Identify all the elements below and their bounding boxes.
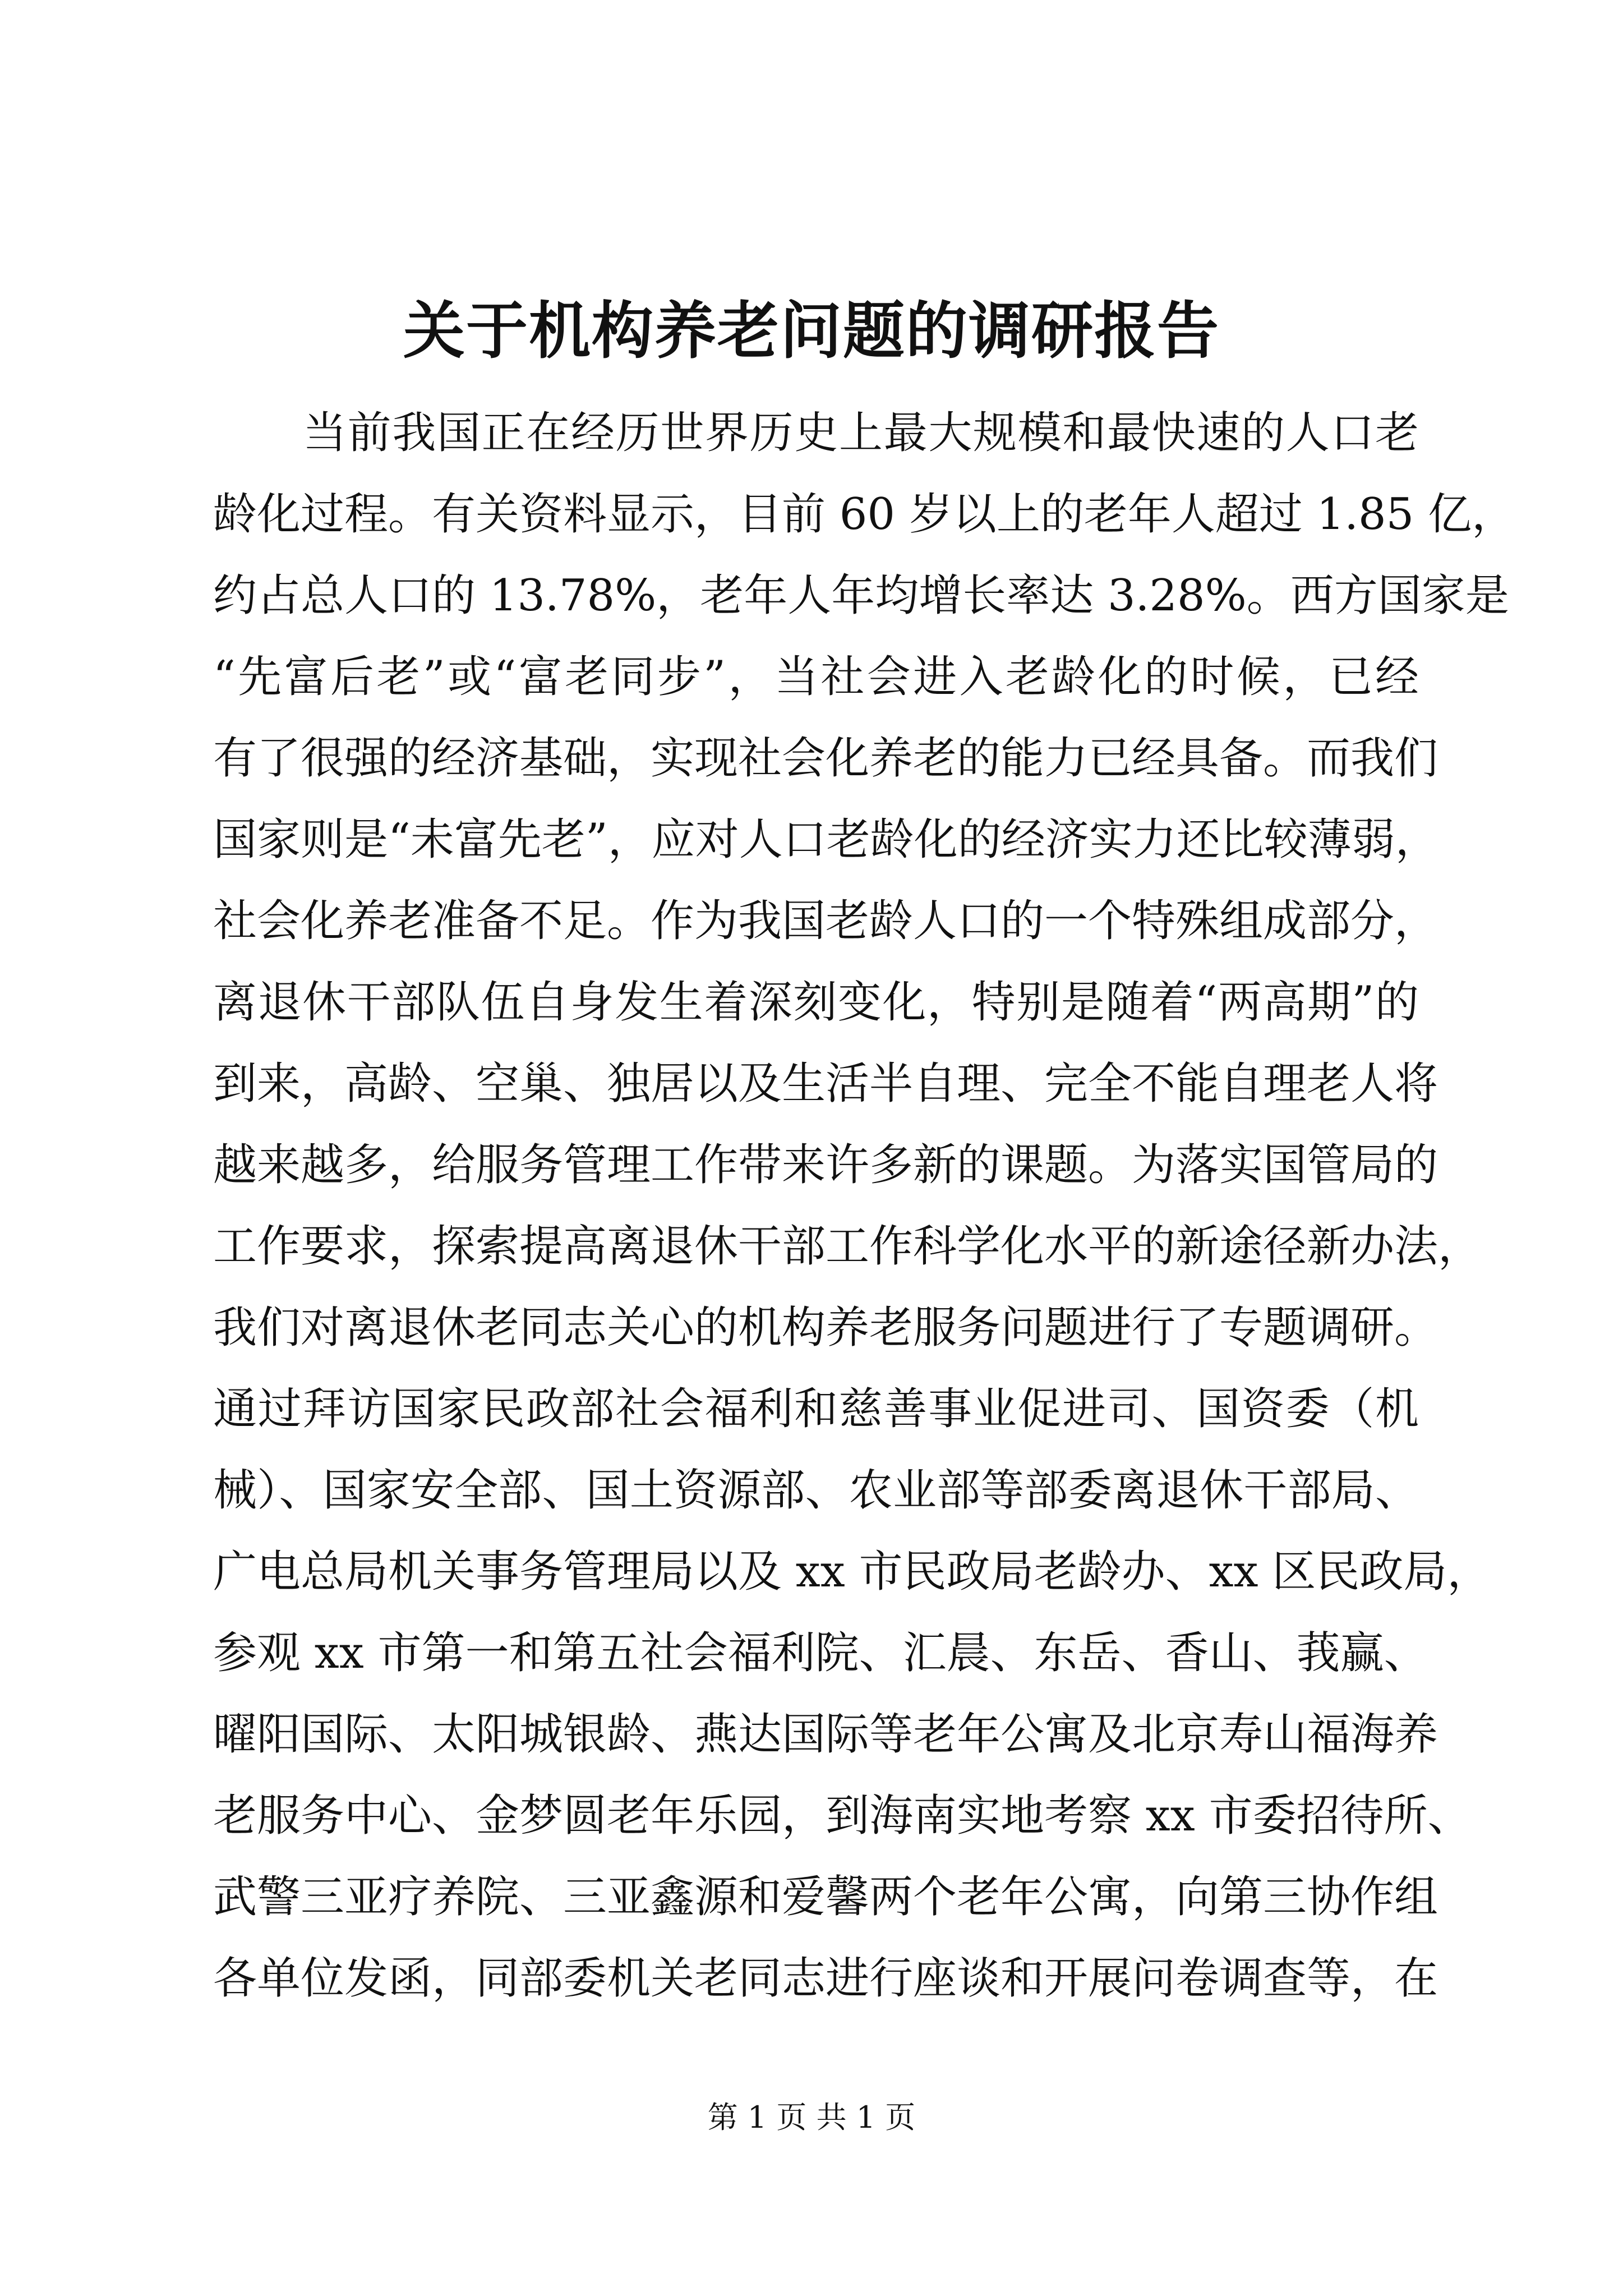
page-footer: 第 1 页 共 1 页 — [707, 2100, 916, 2135]
text-line-6: 国家则是“未富先老”，应对人口老龄化的经济实力还比较薄弱， — [213, 815, 1439, 865]
text-line-19: 武警三亚疗养院、三亚鑫源和爱馨两个老年公寓，向第三协作组 — [213, 1872, 1438, 1922]
text-line-9: 到来，高龄、空巢、独居以及生活半自理、完全不能自理老人将 — [213, 1059, 1438, 1109]
text-line-17: 曜阳国际、太阳城银龄、燕达国际等老年公寓及北京寿山福海养 — [213, 1709, 1438, 1760]
text-line-2: 龄化过程。有关资料显示，目前 60 岁以上的老年人超过 1.85 亿， — [213, 489, 1516, 540]
text-line-18: 老服务中心、金梦圆老年乐园，到海南实地考察 xx 市委招待所、 — [213, 1791, 1472, 1841]
text-line-5: 有了很强的经济基础，实现社会化养老的能力已经具备。而我们 — [213, 733, 1438, 784]
document-title: 关于机构养老问题的调研报告 — [403, 295, 1220, 367]
text-line-7: 社会化养老准备不足。作为我国老龄人口的一个特殊组成部分， — [213, 896, 1438, 946]
text-line-3: 约占总人口的 13.78%，老年人年均增长率达 3.28%。西方国家是 — [213, 570, 1509, 621]
text-line-8: 离退休干部队伍自身发生着深刻变化，特别是随着“两高期”的 — [213, 977, 1419, 1028]
text-line-12: 我们对离退休老同志关心的机构养老服务问题进行了专题调研。 — [213, 1303, 1438, 1353]
body-text — [213, 393, 1516, 2019]
text-line-1: 当前我国正在经历世界历史上最大规模和最快速的人口老 — [303, 408, 1419, 458]
text-line-14: 械）、国家安全部、国土资源部、农业部等部委离退休干部局、 — [213, 1465, 1419, 1516]
text-line-15: 广电总局机关事务管理局以及 xx 市民政局老龄办、xx 区民政局， — [213, 1547, 1491, 1597]
text-line-13: 通过拜访国家民政部社会福利和慈善事业促进司、国资委（机 — [213, 1384, 1419, 1434]
text-line-10: 越来越多，给服务管理工作带来许多新的课题。为落实国管局的 — [213, 1140, 1438, 1190]
text-line-20: 各单位发函，同部委机关老同志进行座谈和开展问卷调查等，在 — [213, 1953, 1438, 2004]
text-line-11: 工作要求，探索提高离退休干部工作科学化水平的新途径新办法， — [213, 1221, 1482, 1272]
text-line-4: “先富后老”或“富老同步”，当社会进入老龄化的时候，已经 — [213, 652, 1419, 702]
text-line-16: 参观 xx 市第一和第五社会福利院、汇晨、东岳、香山、莪赢、 — [213, 1628, 1428, 1678]
